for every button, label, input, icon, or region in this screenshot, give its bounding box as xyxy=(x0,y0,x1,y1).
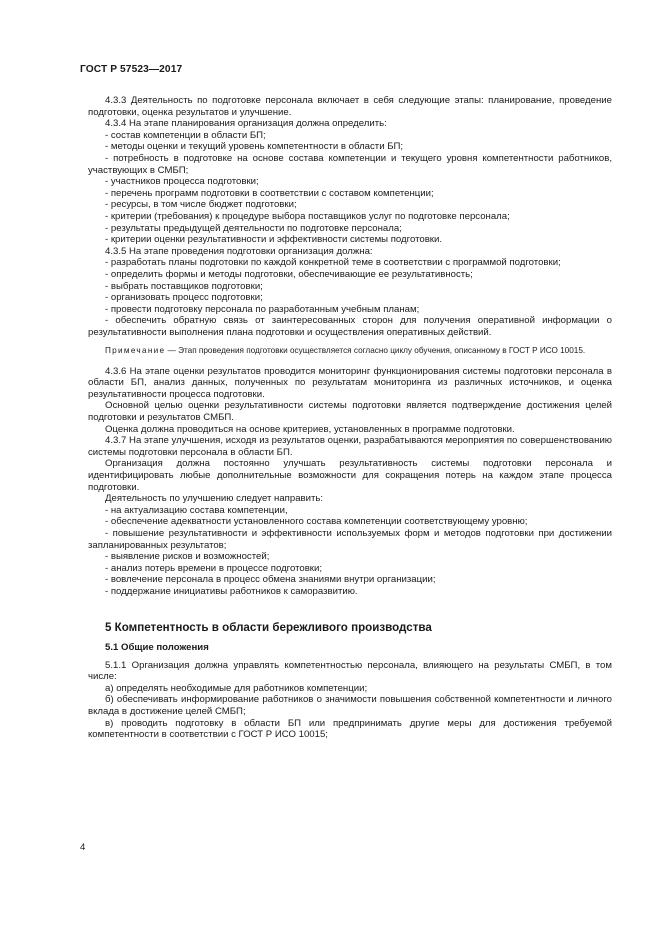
list-item: - ресурсы, в том числе бюджет подготовки; xyxy=(105,199,297,211)
list-item: - критерии (требования) к процедуре выбора поставщиков услуг по подготовке персонала; xyxy=(105,210,510,222)
paragraph: 5.1.1 Организация должна управлять компетентностью персонала, влияющего на результаты СМБП, в том числе: xyxy=(88,659,612,683)
subsection-heading: 5.1 Общие положения xyxy=(105,641,209,653)
list-item: - потребность в подготовке на основе состава компетенции и текущего уровня компетентности работников, участвующих в СМБП; xyxy=(88,152,612,176)
paragraph: Основной целью оценки результативности системы подготовки является подтверждение достижения целей подготовки и результатов СМБП. xyxy=(88,400,612,424)
list-item: - обеспечение адекватности установленного состава компетенции соответствующему уровню; xyxy=(105,516,528,528)
list-item: - выбрать поставщиков подготовки; xyxy=(105,280,263,292)
section-heading: 5 Компетентность в области бережливого производства xyxy=(105,620,432,634)
list-item: а) определять необходимые для работников компетенции; xyxy=(105,682,368,694)
list-item: - участников процесса подготовки; xyxy=(105,176,259,188)
paragraph: Оценка должна проводиться на основе критериев, установленных в программе подготовки. xyxy=(105,423,515,435)
paragraph: 4.3.5 На этапе проведения подготовки организация должна: xyxy=(105,245,373,257)
list-item: - выявление рисков и возможностей; xyxy=(105,551,270,563)
paragraph: 4.3.6 На этапе оценки результатов проводится мониторинг функционирования системы подготовки персонала в области БП, анализ данных, полученных по результатам мониторинга из различных источников, и оценка результативности процесса подготовки. xyxy=(88,365,612,400)
list-item: - организовать процесс подготовки; xyxy=(105,292,263,304)
list-item: - провести подготовку персонала по разработанным учебным планам; xyxy=(105,303,420,315)
paragraph: Организация должна постоянно улучшать результативность системы подготовки персонала и идентифицировать любые дополнительные возможности для сокращения потерь на каждом этапе процесса подготовки. xyxy=(88,458,612,493)
list-item: - повышение результативности и эффективности используемых форм и методов подготовки при достижении запланированных результатов; xyxy=(88,527,612,551)
list-item: в) проводить подготовку в области БП или предпринимать другие меры для достижения требуемой компетентности в соответствии с ГОСТ Р ИСО 10015; xyxy=(88,717,612,741)
list-item: - состав компетенции в области БП; xyxy=(105,129,266,141)
list-item: - критерии оценки результативности и эффективности системы подготовки. xyxy=(105,234,443,246)
paragraph: 4.3.4 На этапе планирования организация должна определить: xyxy=(105,118,387,130)
paragraph: 4.3.7 На этапе улучшения, исходя из результатов оценки, разрабатываются мероприятия по совершенствованию системы подготовки персонала в области БП. xyxy=(88,435,612,458)
note-text: — Этап проведения подготовки осуществляется согласно циклу обучения, описанному в ГОСТ Р ИСО 10015. xyxy=(165,346,586,356)
list-item: - вовлечение персонала в процесс обмена знаниями внутри организации; xyxy=(105,574,436,586)
list-item: - определить формы и методы подготовки, обеспечивающие ее результативность; xyxy=(105,268,473,280)
note-label: Примечание xyxy=(105,346,166,356)
list-item: б) обеспечивать информирование работников о значимости повышения собственной компетентности и личного вклада в достижение целей СМБП; xyxy=(88,694,612,717)
note xyxy=(88,346,612,356)
list-item: - на актуализацию состава компетенции, xyxy=(105,504,288,516)
list-item: - анализ потерь времени в процессе подготовки; xyxy=(105,562,323,574)
list-item: - разработать планы подготовки по каждой конкретной теме в соответствии с программой подготовки; xyxy=(105,257,561,269)
list-item: - методы оценки и текущий уровень компетентности в области БП; xyxy=(105,141,404,153)
page-number: 4 xyxy=(80,842,86,853)
document-header: ГОСТ Р 57523—2017 xyxy=(80,64,183,75)
document-body xyxy=(88,95,612,741)
paragraph: Деятельность по улучшению следует направить: xyxy=(105,493,324,505)
list-item: - перечень программ подготовки в соответствии с составом компетенции; xyxy=(105,187,434,199)
list-item: - поддержание инициативы работников к саморазвитию. xyxy=(105,585,358,597)
list-item: - обеспечить обратную связь от заинтересованных сторон для получения оперативной информации о результативности выполнения плана подготовки и осуществления оперативных действий. xyxy=(88,315,612,338)
paragraph: 4.3.3 Деятельность по подготовке персонала включает в себя следующие этапы: планирование, проведение подготовки, оценка результатов и улучшение. xyxy=(88,95,612,118)
list-item: - результаты предыдущей деятельности по подготовке персонала; xyxy=(105,222,402,234)
